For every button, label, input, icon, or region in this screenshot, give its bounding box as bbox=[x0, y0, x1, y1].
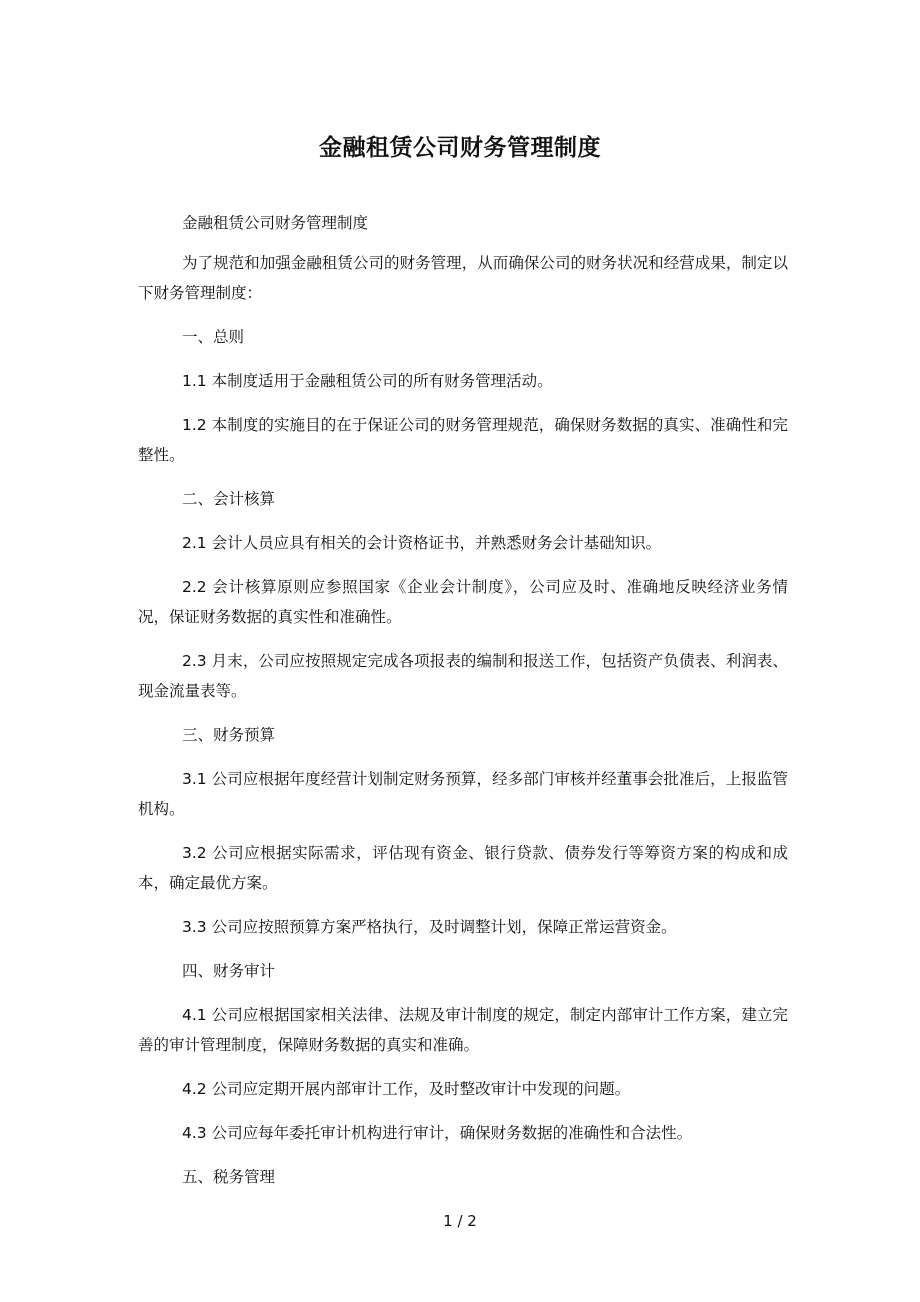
paragraph-subtitle: 金融租赁公司财务管理制度 bbox=[182, 214, 369, 232]
section-heading-budget: 三、财务预算 bbox=[182, 726, 276, 744]
clause-2-3: 2.3 月末，公司应按照规定完成各项报表的编制和报送工作，包括资产负债表、利润表、现金流量表等。 bbox=[138, 652, 788, 700]
clause-4-3: 4.3 公司应每年委托审计机构进行审计，确保财务数据的准确性和合法性。 bbox=[182, 1124, 693, 1142]
clause-4-1: 4.1 公司应根据国家相关法律、法规及审计制度的规定，制定内部审计工作方案，建立完善的审计管理制度，保障财务数据的真实和准确。 bbox=[138, 1006, 788, 1054]
paragraph-intro: 为了规范和加强金融租赁公司的财务管理，从而确保公司的财务状况和经营成果，制定以下财务管理制度： bbox=[138, 254, 788, 302]
clause-2-2: 2.2 会计核算原则应参照国家《企业会计制度》，公司应及时、准确地反映经济业务情况，保证财务数据的真实性和准确性。 bbox=[138, 578, 788, 626]
section-heading-general: 一、总则 bbox=[182, 328, 245, 346]
section-heading-tax: 五、税务管理 bbox=[182, 1168, 276, 1186]
section-heading-audit: 四、财务审计 bbox=[182, 962, 276, 980]
document-title: 金融租赁公司财务管理制度 bbox=[319, 135, 601, 161]
section-heading-accounting: 二、会计核算 bbox=[182, 490, 276, 508]
document-body bbox=[138, 208, 788, 1206]
clause-1-2: 1.2 本制度的实施目的在于保证公司的财务管理规范，确保财务数据的真实、准确性和完整性。 bbox=[138, 416, 788, 464]
clause-2-1: 2.1 会计人员应具有相关的会计资格证书，并熟悉财务会计基础知识。 bbox=[182, 534, 662, 552]
page-number: 1 / 2 bbox=[443, 1212, 477, 1230]
clause-1-1: 1.1 本制度适用于金融租赁公司的所有财务管理活动。 bbox=[182, 372, 553, 390]
clause-4-2: 4.2 公司应定期开展内部审计工作，及时整改审计中发现的问题。 bbox=[182, 1080, 631, 1098]
clause-3-2: 3.2 公司应根据实际需求，评估现有资金、银行贷款、债券发行等筹资方案的构成和成本，确定最优方案。 bbox=[138, 844, 788, 892]
clause-3-1: 3.1 公司应根据年度经营计划制定财务预算，经多部门审核并经董事会批准后，上报监管机构。 bbox=[138, 770, 788, 818]
clause-3-3: 3.3 公司应按照预算方案严格执行，及时调整计划，保障正常运营资金。 bbox=[182, 918, 677, 936]
